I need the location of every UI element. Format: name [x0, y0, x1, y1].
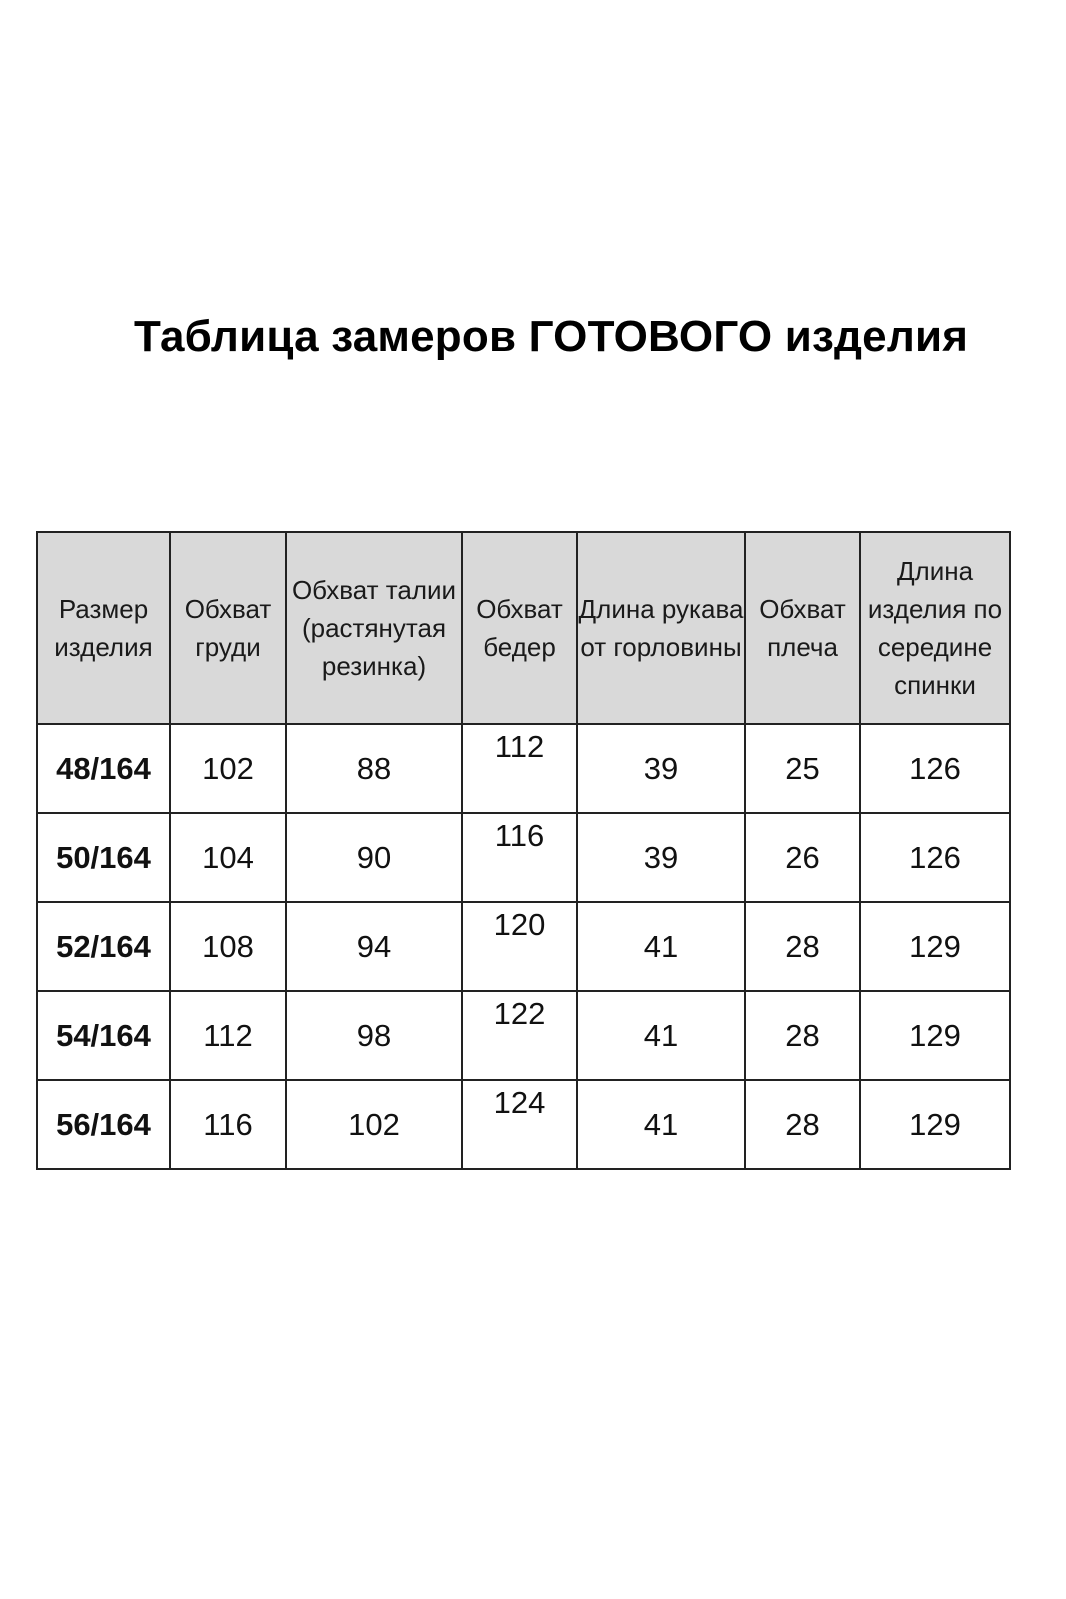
garment-length-cell: 129: [860, 1080, 1010, 1169]
chest-cell: 108: [170, 902, 286, 991]
header-waist: Обхват талии (растянутая резинка): [286, 532, 462, 724]
waist-cell: 98: [286, 991, 462, 1080]
shoulder-cell: 28: [745, 902, 860, 991]
waist-cell: 94: [286, 902, 462, 991]
waist-cell: 88: [286, 724, 462, 813]
size-cell: 54/164: [37, 991, 170, 1080]
table-row: [37, 724, 1010, 813]
sleeve-length-cell: 41: [577, 1080, 745, 1169]
hips-cell: 122: [462, 991, 577, 1080]
garment-length-cell: 129: [860, 991, 1010, 1080]
sleeve-length-cell: 41: [577, 991, 745, 1080]
table-row: [37, 991, 1010, 1080]
shoulder-cell: 28: [745, 991, 860, 1080]
sleeve-length-cell: 41: [577, 902, 745, 991]
garment-length-cell: 126: [860, 813, 1010, 902]
header-shoulder: Обхват плеча: [745, 532, 860, 724]
header-sleeve-length: Длина рукава от горловины: [577, 532, 745, 724]
chest-cell: 104: [170, 813, 286, 902]
size-cell: 50/164: [37, 813, 170, 902]
header-size: Размер изделия: [37, 532, 170, 724]
size-cell: 52/164: [37, 902, 170, 991]
table-row: [37, 813, 1010, 902]
shoulder-cell: 28: [745, 1080, 860, 1169]
size-cell: 48/164: [37, 724, 170, 813]
shoulder-cell: 25: [745, 724, 860, 813]
waist-cell: 90: [286, 813, 462, 902]
garment-length-cell: 126: [860, 724, 1010, 813]
size-table: [36, 531, 1011, 1170]
sleeve-length-cell: 39: [577, 724, 745, 813]
header-row: [37, 532, 1010, 724]
table-row: [37, 902, 1010, 991]
shoulder-cell: 26: [745, 813, 860, 902]
sleeve-length-cell: 39: [577, 813, 745, 902]
chest-cell: 112: [170, 991, 286, 1080]
garment-length-cell: 129: [860, 902, 1010, 991]
size-cell: 56/164: [37, 1080, 170, 1169]
header-garment-length: Длина изделия по середине спинки: [860, 532, 1010, 724]
chest-cell: 116: [170, 1080, 286, 1169]
hips-cell: 112: [462, 724, 577, 813]
chest-cell: 102: [170, 724, 286, 813]
page-title: Таблица замеров ГОТОВОГО изделия: [134, 312, 969, 362]
header-chest: Обхват груди: [170, 532, 286, 724]
table-row: [37, 1080, 1010, 1169]
hips-cell: 124: [462, 1080, 577, 1169]
header-hips: Обхват бедер: [462, 532, 577, 724]
hips-cell: 120: [462, 902, 577, 991]
waist-cell: 102: [286, 1080, 462, 1169]
hips-cell: 116: [462, 813, 577, 902]
